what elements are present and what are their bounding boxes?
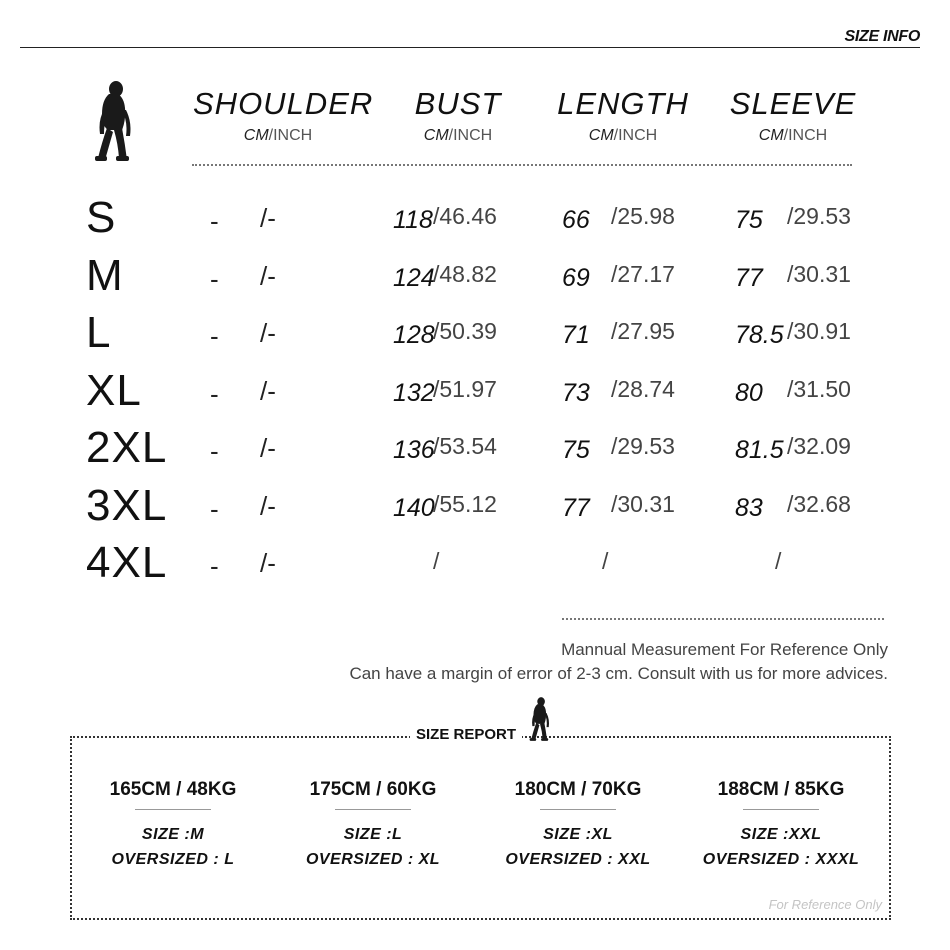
notes-dotted-divider (562, 618, 884, 620)
cell-length-cm: 69 (562, 263, 590, 292)
cell-sleeve-inch: /31.50 (787, 375, 851, 402)
header-dotted-divider (192, 164, 852, 166)
cell-length-cm: 66 (562, 206, 590, 234)
cell-bust-inch: /50.39 (433, 318, 497, 344)
cell-shoulder-cm: - (210, 551, 219, 581)
cell-sleeve-inch: /30.31 (787, 260, 851, 287)
cell-sleeve-cm: 81.5 (735, 436, 784, 464)
report-rule (540, 809, 616, 810)
size-info-title: SIZE INFO (844, 28, 920, 45)
size-label: M (86, 250, 124, 300)
cell-sleeve-cm: 77 (735, 263, 763, 292)
cell-shoulder-inch: /- (260, 490, 276, 521)
cell-sleeve-cm: 80 (735, 378, 763, 407)
report-oversized: OVERSIZED : XXXL (702, 851, 860, 868)
cell-length-inch: / (602, 548, 609, 574)
report-entry (278, 779, 468, 872)
report-rule (335, 809, 411, 810)
cell-bust-cm: 136 (393, 436, 435, 464)
report-rule (743, 809, 819, 810)
cell-bust-inch: /46.46 (433, 203, 497, 229)
cell-bust-inch: /51.97 (433, 375, 497, 402)
cell-shoulder-cm: - (210, 263, 219, 294)
column-header-sleeve: SLEEVE (729, 86, 857, 121)
column-unit-bust: CM/INCH (423, 127, 493, 144)
cell-sleeve-inch: /29.53 (787, 203, 851, 229)
note-measurement: Mannual Measurement For Reference Only (561, 640, 888, 659)
size-label: S (86, 193, 117, 242)
cell-bust-cm: 128 (393, 321, 435, 349)
cell-shoulder-inch: /- (260, 203, 276, 233)
header-divider (20, 47, 920, 48)
cell-bust-inch: /53.54 (433, 433, 497, 459)
cell-sleeve-cm: 75 (735, 206, 763, 234)
primate-figure-small-icon (528, 696, 552, 742)
report-height-weight: 165CM / 48KG (109, 779, 237, 800)
cell-shoulder-cm: - (210, 321, 219, 351)
report-oversized: OVERSIZED : XXL (505, 851, 651, 868)
cell-shoulder-cm: - (210, 206, 219, 236)
report-height-weight: 175CM / 60KG (309, 779, 437, 800)
size-label: L (86, 308, 112, 357)
cell-shoulder-cm: - (210, 436, 219, 466)
cell-length-inch: /27.95 (611, 318, 675, 344)
cell-sleeve-inch: / (775, 548, 782, 574)
cell-sleeve-cm: 83 (735, 493, 763, 522)
cell-length-cm: 77 (562, 493, 590, 522)
cell-sleeve-inch: /30.91 (787, 318, 851, 344)
report-size: SIZE :XXL (740, 826, 822, 843)
size-label: 4XL (86, 538, 168, 587)
column-unit-length: CM/INCH (588, 127, 658, 144)
report-entry (78, 779, 268, 872)
primate-figure-icon (92, 80, 136, 162)
cell-bust-inch: /48.82 (433, 260, 497, 287)
cell-length-cm: 75 (562, 436, 590, 464)
cell-shoulder-inch: /- (260, 318, 276, 348)
column-header-length: LENGTH (557, 86, 689, 121)
report-size: SIZE :M (141, 826, 205, 843)
report-oversized: OVERSIZED : XL (305, 851, 441, 868)
cell-bust-inch: / (433, 548, 440, 574)
report-oversized: OVERSIZED : L (111, 851, 235, 868)
column-header-bust: BUST (414, 86, 502, 121)
size-label: 2XL (86, 423, 168, 472)
cell-length-inch: /30.31 (611, 490, 675, 517)
size-report-title: SIZE REPORT (410, 726, 522, 743)
cell-sleeve-inch: /32.68 (787, 490, 851, 517)
cell-bust-inch: /55.12 (433, 490, 497, 517)
report-entry (483, 779, 673, 872)
cell-shoulder-inch: /- (260, 375, 276, 406)
cell-length-cm: 71 (562, 321, 590, 349)
cell-length-inch: /29.53 (611, 433, 675, 459)
cell-length-inch: /28.74 (611, 375, 675, 402)
cell-bust-cm: 140 (393, 493, 435, 522)
size-label: 3XL (86, 480, 168, 530)
size-label: XL (86, 365, 142, 415)
cell-length-inch: /25.98 (611, 203, 675, 229)
note-margin-of-error: Can have a margin of error of 2-3 cm. Consult with us for more advices. (349, 664, 888, 683)
cell-shoulder-inch: /- (260, 260, 276, 291)
column-header-shoulder: SHOULDER (193, 86, 374, 121)
cell-length-inch: /27.17 (611, 260, 675, 287)
report-footer: For Reference Only (768, 897, 882, 912)
report-size: SIZE :L (343, 826, 403, 843)
cell-bust-cm: 124 (393, 263, 435, 292)
cell-shoulder-inch: /- (260, 433, 276, 463)
report-entry (686, 779, 876, 872)
report-rule (135, 809, 211, 810)
cell-bust-cm: 132 (393, 378, 435, 407)
column-unit-shoulder: CM/INCH (243, 127, 313, 144)
column-unit-sleeve: CM/INCH (758, 127, 828, 144)
report-height-weight: 188CM / 85KG (717, 779, 845, 800)
report-size: SIZE :XL (543, 826, 613, 843)
cell-length-cm: 73 (562, 378, 590, 407)
cell-shoulder-inch: /- (260, 548, 276, 578)
report-height-weight: 180CM / 70KG (514, 779, 642, 800)
cell-bust-cm: 118 (393, 206, 433, 234)
cell-shoulder-cm: - (210, 493, 219, 524)
cell-sleeve-inch: /32.09 (787, 433, 851, 459)
cell-sleeve-cm: 78.5 (735, 321, 784, 349)
cell-shoulder-cm: - (210, 378, 219, 409)
